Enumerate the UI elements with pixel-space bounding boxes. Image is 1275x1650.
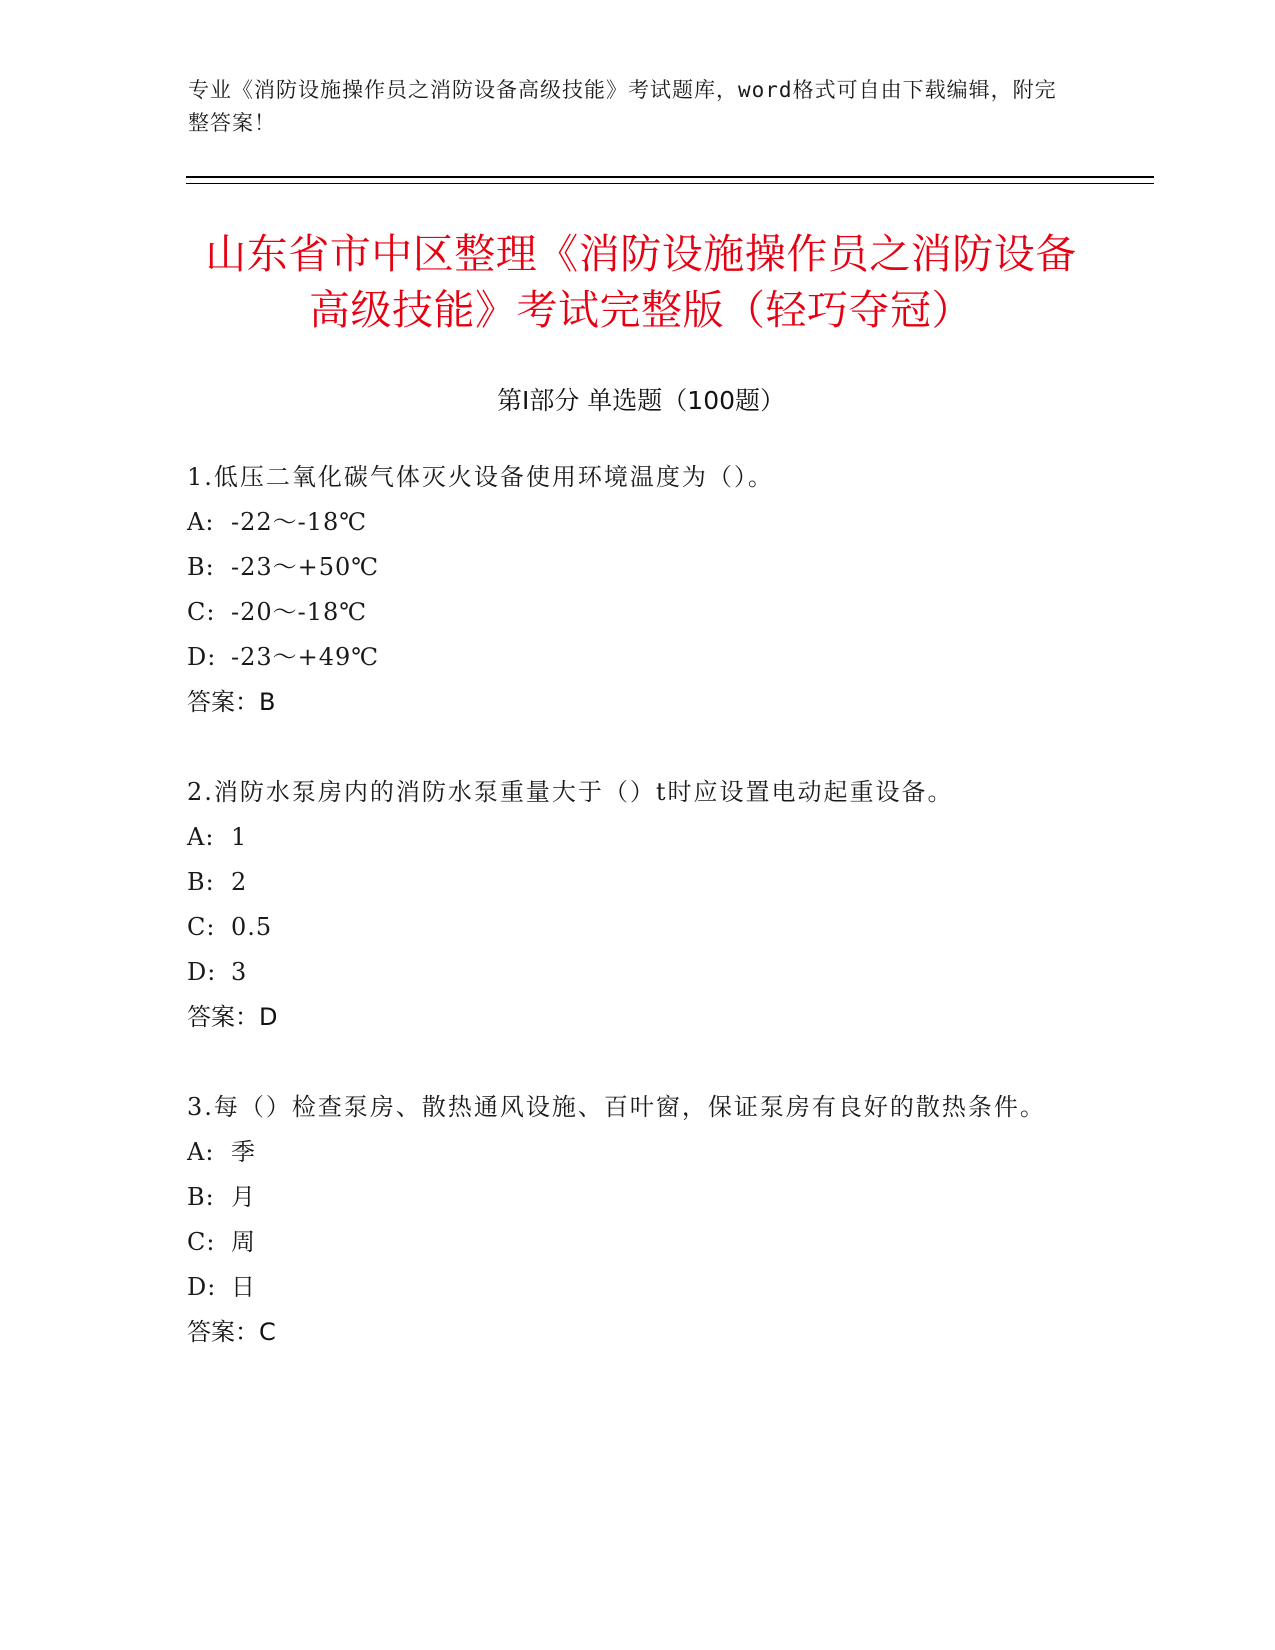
option-text: 日 xyxy=(231,1273,256,1301)
question-3 xyxy=(187,1085,1067,1355)
option-text: 0.5 xyxy=(231,913,273,941)
option-letter: D: xyxy=(187,643,217,671)
option-text: -23～+49℃ xyxy=(231,643,380,671)
option-b xyxy=(187,545,1067,590)
answer: 答案：C xyxy=(187,1318,276,1346)
option-letter: C: xyxy=(187,913,216,941)
option-text: -23～+50℃ xyxy=(231,553,380,581)
option-text: 2 xyxy=(231,868,248,896)
option-d xyxy=(187,1265,1067,1310)
document-title: 山东省市中区整理《消防设施操作员之消防设备高级技能》考试完整版（轻巧夺冠） xyxy=(205,230,1077,334)
option-letter: A: xyxy=(187,1138,215,1166)
option-text: -20～-18℃ xyxy=(231,598,368,626)
option-letter: C: xyxy=(187,598,216,626)
header-rule-thick xyxy=(186,176,1154,178)
question-2 xyxy=(187,770,1067,1040)
option-text: 1 xyxy=(231,823,248,851)
option-letter: C: xyxy=(187,1228,216,1256)
option-letter: A: xyxy=(187,823,215,851)
option-c xyxy=(187,905,1067,950)
option-text: 周 xyxy=(231,1228,256,1256)
question-stem: 1.低压二氧化碳气体灭火设备使用环境温度为（）。 xyxy=(187,463,774,491)
option-letter: B: xyxy=(187,553,215,581)
option-d xyxy=(187,950,1067,995)
header-rule-thin xyxy=(186,183,1154,184)
option-d xyxy=(187,635,1067,680)
section-title: 第Ⅰ部分 单选题（100题） xyxy=(496,386,786,415)
question-stem: 3.每（）检查泵房、散热通风设施、百叶窗，保证泵房有良好的散热条件。 xyxy=(187,1093,1046,1121)
question-1 xyxy=(187,455,1067,725)
option-c xyxy=(187,1220,1067,1265)
answer: 答案：D xyxy=(187,1003,278,1031)
option-letter: B: xyxy=(187,868,215,896)
option-text: 月 xyxy=(231,1183,256,1211)
option-a xyxy=(187,815,1067,860)
option-text: 3 xyxy=(231,958,248,986)
header-note: 专业《消防设施操作员之消防设备高级技能》考试题库，word格式可自由下载编辑，附完整答案！ xyxy=(188,78,1057,135)
option-letter: B: xyxy=(187,1183,215,1211)
option-a xyxy=(187,500,1067,545)
option-b xyxy=(187,860,1067,905)
option-letter: D: xyxy=(187,1273,217,1301)
option-c xyxy=(187,590,1067,635)
option-letter: D: xyxy=(187,958,217,986)
option-text: 季 xyxy=(231,1138,256,1166)
answer: 答案：B xyxy=(187,688,276,716)
option-b xyxy=(187,1175,1067,1220)
option-a xyxy=(187,1130,1067,1175)
option-text: -22～-18℃ xyxy=(231,508,368,536)
option-letter: A: xyxy=(187,508,215,536)
question-stem: 2.消防水泵房内的消防水泵重量大于（）t时应设置电动起重设备。 xyxy=(187,778,954,806)
